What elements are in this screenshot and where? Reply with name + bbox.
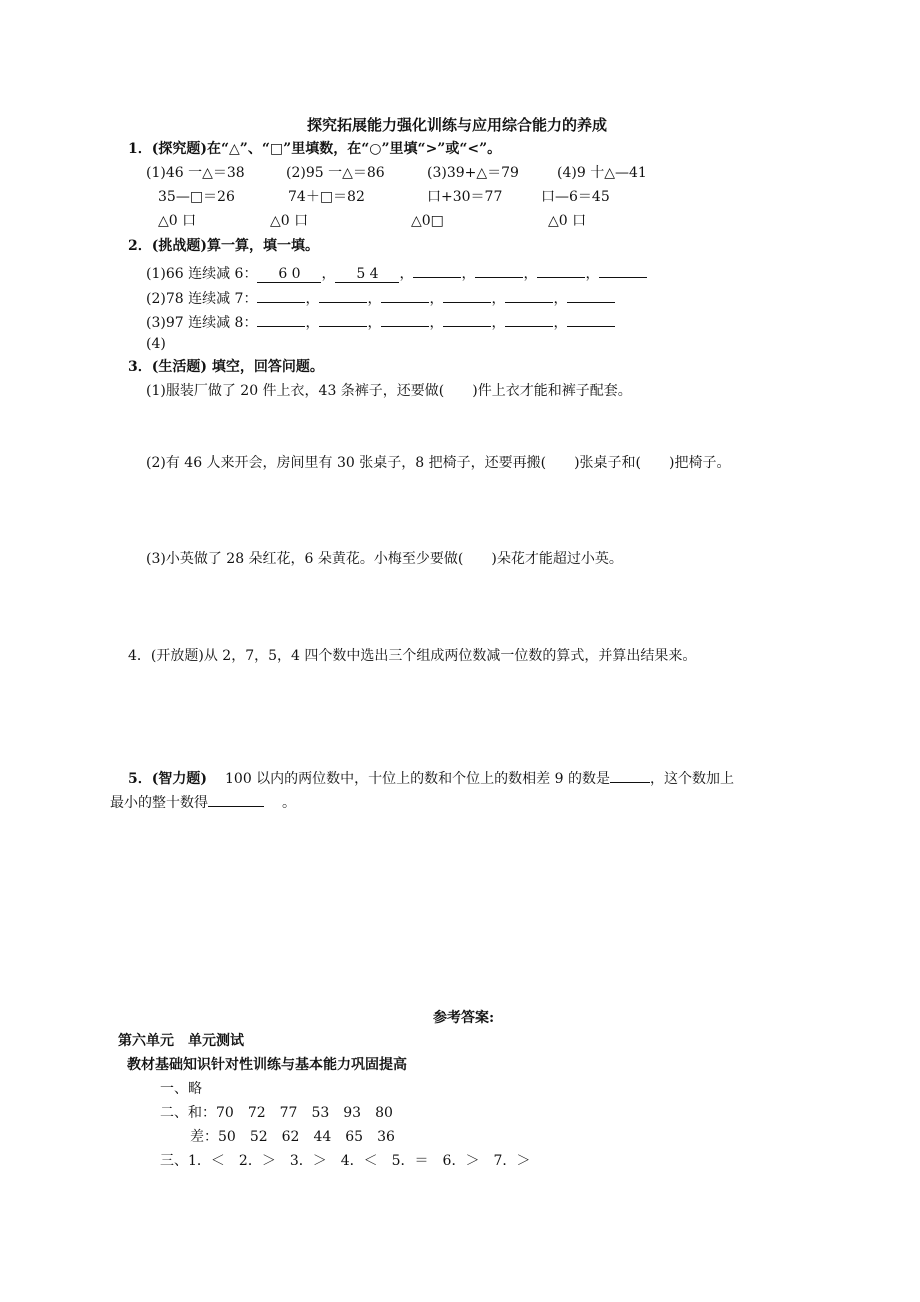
answers-line-4: 三、1．＜ 2．＞ 3．＞ 4．＜ 5．＝ 6．＞ 7．＞ — [160, 1153, 531, 1169]
answer-blank[interactable] — [319, 310, 367, 327]
q1-col3-eq1: (3)39+△＝79 — [427, 165, 519, 181]
q5-text-2: ，这个数加上 — [649, 771, 734, 787]
separator: ， — [553, 315, 568, 331]
separator: ， — [367, 315, 382, 331]
answers-section-heading: 教材基础知识针对性训练与基本能力巩固提高 — [127, 1057, 407, 1073]
q3-item-3: (3)小英做了 28 朵红花，6 朵黄花。小梅至少要做( )朵花才能超过小英。 — [146, 551, 623, 567]
separator: ， — [553, 291, 568, 307]
q1-col2-eq1: (2)95 一△＝86 — [286, 165, 385, 181]
answers-unit-heading: 第六单元 单元测试 — [118, 1033, 244, 1049]
q1-col1-compare: △0 口 — [158, 213, 197, 229]
q2-row-1 — [146, 261, 647, 284]
answer-blank[interactable] — [610, 766, 650, 783]
answer-blank[interactable]: 6 0 — [257, 266, 321, 283]
answer-blank[interactable] — [257, 286, 305, 303]
question-5-line-1 — [128, 766, 734, 789]
q3-item-1: (1)服装厂做了 20 件上衣，43 条裤子，还要做( )件上衣才能和裤子配套。 — [146, 383, 632, 399]
answers-line-3: 差：50 52 62 44 65 36 — [190, 1129, 395, 1145]
q5-line-2b: 。 — [282, 795, 296, 811]
answer-blank[interactable] — [257, 310, 305, 327]
separator: ， — [523, 266, 538, 282]
answer-blank[interactable] — [208, 790, 264, 807]
answer-blank[interactable] — [599, 261, 647, 278]
answer-blank[interactable] — [413, 261, 461, 278]
q1-col4-eq2: 口—6＝45 — [541, 189, 610, 205]
q2-row-label: (2)78 连续减 7： — [146, 291, 258, 307]
answer-blank[interactable] — [443, 286, 491, 303]
q1-col4-eq1: (4)9 十△—41 — [557, 165, 647, 181]
answer-blank[interactable] — [567, 310, 615, 327]
q1-col3-eq2: 口+30＝77 — [427, 189, 503, 205]
question-5-label: 5．(智力题) — [128, 771, 207, 787]
answers-line-2: 二、和：70 72 77 53 93 80 — [160, 1105, 393, 1121]
q1-col2-compare: △0 口 — [270, 213, 309, 229]
answer-blank[interactable] — [475, 261, 523, 278]
q2-row-2 — [146, 286, 615, 309]
answer-blank[interactable] — [537, 261, 585, 278]
separator: ， — [305, 291, 320, 307]
question-4-heading: 4．(开放题)从 2，7，5，4 四个数中选出三个组成两位数减一位数的算式，并算出结果来。 — [128, 648, 697, 664]
q3-item-2: (2)有 46 人来开会，房间里有 30 张桌子，8 把椅子，还要再搬( )张桌子和( )把椅子。 — [146, 455, 731, 471]
q5-text-1: 100 以内的两位数中，十位上的数和个位上的数相差 9 的数是 — [225, 771, 610, 787]
question-3-heading: 3．(生活题) 填空，回答问题。 — [128, 359, 324, 375]
separator: ， — [399, 266, 414, 282]
separator: ， — [321, 266, 336, 282]
separator: ， — [367, 291, 382, 307]
separator: ， — [429, 315, 444, 331]
answer-blank[interactable] — [505, 310, 553, 327]
q5-line-2a: 最小的整十数得 — [110, 795, 208, 811]
q2-item-4: (4) — [146, 336, 166, 352]
answer-blank[interactable] — [443, 310, 491, 327]
question-1-heading: 1．(探究题)在“△”、“□”里填数，在“○”里填“>”或“<”。 — [128, 141, 502, 157]
q1-col3-compare: △0□ — [411, 213, 444, 229]
separator: ， — [585, 266, 600, 282]
q1-col2-eq2: 74＋□＝82 — [288, 189, 365, 205]
separator: ， — [491, 315, 506, 331]
question-2-heading: 2．(挑战题)算一算，填一填。 — [128, 238, 319, 254]
answer-blank[interactable]: 5 4 — [335, 266, 399, 283]
q2-row-label: (3)97 连续减 8： — [146, 315, 258, 331]
answers-line-1: 一、略 — [160, 1081, 202, 1097]
answers-title: 参考答案: — [433, 1010, 495, 1026]
answer-blank[interactable] — [381, 310, 429, 327]
page-title: 探究拓展能力强化训练与应用综合能力的养成 — [307, 116, 608, 134]
question-5-line-2 — [110, 790, 296, 813]
separator: ， — [491, 291, 506, 307]
separator: ， — [429, 291, 444, 307]
q1-col4-compare: △0 口 — [548, 213, 587, 229]
answer-blank[interactable] — [567, 286, 615, 303]
separator: ， — [305, 315, 320, 331]
answer-blank[interactable] — [319, 286, 367, 303]
q1-col1-eq1: (1)46 一△＝38 — [146, 165, 245, 181]
separator: ， — [461, 266, 476, 282]
q1-col1-eq2: 35—□＝26 — [158, 189, 235, 205]
answer-blank[interactable] — [381, 286, 429, 303]
q2-row-label: (1)66 连续减 6： — [146, 266, 258, 282]
q2-row-3 — [146, 310, 615, 333]
answer-blank[interactable] — [505, 286, 553, 303]
